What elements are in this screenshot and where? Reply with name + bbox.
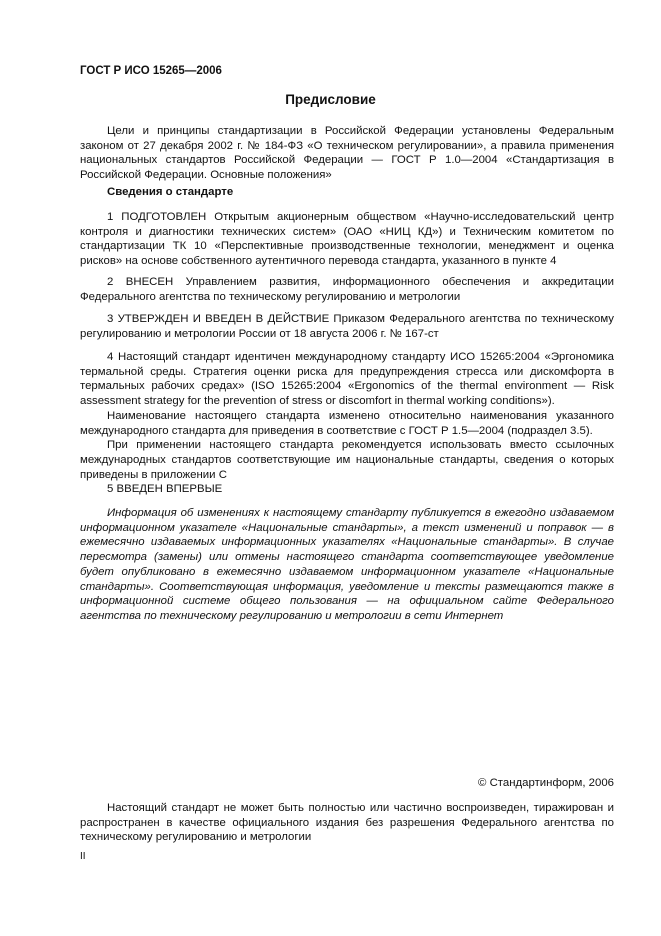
item-4-paragraph: 4 Настоящий стандарт идентичен международному стандарту ИСО 15265:2004 «Эргономика термальной среды. Стратегия оценки риска для предупреждения стресса или дискомфорта в термальных рабочих средах» (ISO 15265:2004 «Ergonomics of the thermal environment — Risk assessment strategy for the prevention of stress or discomfort in thermal working conditions»).	[80, 351, 614, 408]
item-4-block	[80, 350, 614, 482]
item-3-paragraph: 3 УТВЕРЖДЕН И ВВЕДЕН В ДЕЙСТВИЕ Приказом Федерального агентства по техническому регулированию и метрологии России от 18 августа 2006 г. № 167-ст	[80, 313, 614, 340]
standard-info-heading-block	[80, 185, 614, 200]
item-3-block	[80, 312, 614, 341]
item-5-block	[80, 482, 614, 497]
rights-block	[80, 801, 614, 845]
page-title: Предисловие	[285, 92, 376, 107]
changes-notice: Информация об изменениях к настоящему стандарту публикуется в ежегодно издаваемом информационном указателе «Национальные стандарты», а текст изменений и поправок — в ежемесячно издаваемых информационных указателях «Национальные стандарты». В случае пересмотра (замены) или отмены настоящего стандарта соответствующее уведомление будет опубликовано в ежемесячно издаваемом информационном указателе «Национальные стандарты». Соответствующая информация, уведомление и тексты размещаются также в информационной системе общего пользования — на официальном сайте Федерального агентства по техническому регулированию и метрологии в сети Интернет	[80, 507, 614, 622]
intro-paragraph: Цели и принципы стандартизации в Российской Федерации установлены Федеральным законом от 27 декабря 2002 г. № 184-ФЗ «О техническом регулировании», а правила применения национальных стандартов Российской Федерации — ГОСТ Р 1.0—2004 «Стандартизация в Российской Федерации. Основные положения»	[80, 125, 614, 182]
copyright: © Стандартинформ, 2006	[478, 777, 614, 789]
item-4-reference-note: При применении настоящего стандарта рекомендуется использовать вместо ссылочных международных стандартов соответствующие им национальные стандарты, сведения о которых приведены в приложении С	[80, 439, 614, 481]
page-number: II	[80, 851, 86, 862]
item-4-name-note: Наименование настоящего стандарта изменено относительно наименования указанного международного стандарта для приведения в соответствие с ГОСТ Р 1.5—2004 (подраздел 3.5).	[80, 409, 614, 437]
item-2-paragraph: 2 ВНЕСЕН Управлением развития, информационного обеспечения и аккредитации Федерального агентства по техническому регулированию и метрологии	[80, 276, 614, 303]
document-header: ГОСТ Р ИСО 15265—2006	[80, 65, 222, 77]
item-5-paragraph: 5 ВВЕДЕН ВПЕРВЫЕ	[107, 483, 223, 495]
standard-info-heading: Сведения о стандарте	[107, 186, 234, 198]
item-2-block	[80, 275, 614, 304]
item-1-block	[80, 210, 614, 269]
item-1-paragraph: 1 ПОДГОТОВЛЕН Открытым акционерным обществом «Научно-исследовательский центр контроля и диагностики технических систем» (ОАО «НИЦ КД») и Техническим комитетом по стандартизации ТК 10 «Перспективные производственные технологии, менеджмент и оценка рисков» на основе собственного аутентичного перевода стандарта, указанного в пункте 4	[80, 211, 614, 268]
notice-block	[80, 506, 614, 624]
intro-block	[80, 124, 614, 183]
rights-notice: Настоящий стандарт не может быть полностью или частично воспроизведен, тиражирован и распространен в качестве официального издания без разрешения Федерального агентства по техническому регулированию и метрологии	[80, 802, 614, 844]
